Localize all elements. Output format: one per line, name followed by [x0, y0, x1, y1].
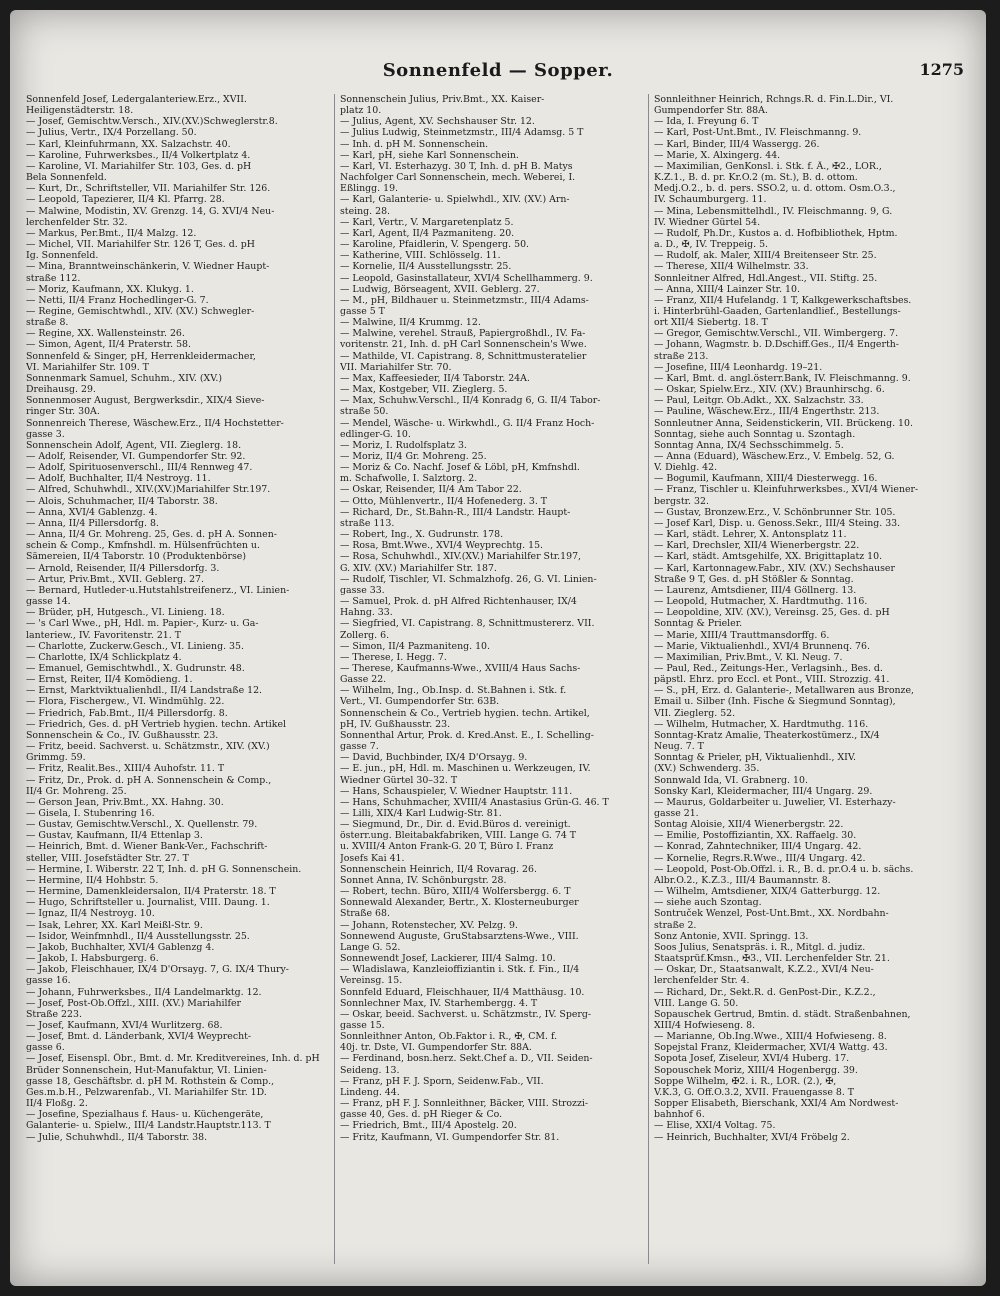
directory-entry-line: Sonnenschein Adolf, Agent, VII. Zieglerg. 18. — [26, 439, 242, 451]
directory-entry-line: Sonnenmoser August, Bergwerksdir., XIX/4 Sieve- — [26, 395, 265, 407]
directory-entry-line: Sonntag-Kratz Amalie, Theaterkostümerz., IX/4 — [654, 729, 880, 741]
directory-entry-line: — Kornelie, II/4 Ausstellungsstr. 25. — [340, 261, 512, 273]
directory-entry-line: Sonnenschein Julius, Priv.Bmt., XX. Kaiser- — [340, 94, 545, 105]
directory-entry-line: Lange G. 52. — [340, 941, 401, 953]
directory-entry-line: — Maximilian, GenKonsl. i. Stk. f. Ä., ✠2., LOR., — [654, 160, 882, 172]
directory-entry-line: — Mina, Branntweinschänkerin, V. Wiedner Haupt- — [26, 261, 270, 273]
directory-entry-line: — Therese, XII/4 Wilhelmstr. 33. — [654, 261, 809, 273]
directory-entry-line: — E. jun., pH, Hdl. m. Maschinen u. Werkzeugen, IV. — [340, 763, 591, 775]
directory-entry-line: Grimmg. 59. — [26, 752, 86, 764]
directory-entry-line: — Robert, techn. Büro, XIII/4 Wolfersbergg. 6. T — [340, 886, 571, 898]
directory-entry-line: — Gustav, Gemischtw.Verschl., X. Quellenstr. 79. — [26, 819, 258, 831]
directory-entry-line: — Oskar, Spielw.Erz., XIV. (XV.) Braunhirschg. 6. — [654, 384, 885, 396]
directory-entry-line: — Josef, Eisenspl. Öbr., Bmt. d. Mr. Kreditvereines, Inh. d. pH — [26, 1053, 320, 1065]
directory-entry-line: — Netti, II/4 Franz Hochedlinger-G. 7. — [26, 294, 209, 306]
directory-entry-line: — Emilie, Postoffiziantin, XX. Raffaelg. 30. — [654, 830, 857, 842]
directory-entry-line: — Emanuel, Gemischtwhdl., X. Gudrunstr. 48. — [26, 662, 245, 674]
directory-entry-line: — Hans, Schauspieler, V. Wiedner Hauptstr. 111. — [340, 785, 573, 797]
directory-column-middle — [340, 94, 640, 1274]
directory-entry-line: VI. Mariahilfer Str. 109. T — [26, 361, 149, 373]
directory-entry-line: — Josefine, Spezialhaus f. Haus- u. Küchengeräte, — [26, 1109, 264, 1121]
directory-entry-line: — Anna, II/4 Gr. Mohreng. 25, Ges. d. pH A. Sonnen- — [26, 529, 277, 541]
page-header — [10, 60, 986, 90]
directory-entry-line: Straße 223. — [26, 1008, 82, 1020]
directory-entry-line: platz 10. — [340, 105, 382, 117]
directory-entry-line: — Michel, VII. Mariahilfer Str. 126 T, Ges. d. pH — [26, 239, 255, 251]
directory-entry-line: — Arnold, Reisender, II/4 Pillersdorfg. 3. — [26, 562, 220, 574]
directory-entry-line: — Wilhelm, Hutmacher, X. Hardtmuthg. 116. — [654, 718, 869, 730]
directory-entry-line: — Heinrich, Bmt. d. Wiener Bank-Ver., Fachschrift- — [26, 841, 268, 853]
directory-entry-line: — Samuel, Prok. d. pH Alfred Richtenhauser, IX/4 — [340, 596, 577, 608]
directory-entry-line: Sonnlechner Max, IV. Starhembergg. 4. T — [340, 997, 538, 1009]
directory-entry-line: Sonnewald Alexander, Bertr., X. Klosterneuburger — [340, 897, 579, 909]
directory-entry-line: — Hermine, II/4 Hohbstr. 5. — [26, 874, 159, 886]
directory-entry-line: — Simon, Agent, II/4 Praterstr. 58. — [26, 339, 191, 351]
directory-entry-line: — Fritz, Realit.Bes., XIII/4 Auhofstr. 11. T — [26, 763, 225, 775]
directory-entry-line: — M., pH, Bildhauer u. Steinmetzmstr., III/4 Adams- — [340, 294, 589, 306]
directory-entry-line: — Gregor, Gemischtw.Verschl., VII. Wimbergerg. 7. — [654, 328, 899, 340]
directory-entry-line: steing. 28. — [340, 205, 391, 217]
directory-entry-line: — Ida, I. Freyung 6. T — [654, 116, 759, 128]
directory-entry-line: — Karl, Kleinfuhrmann, XX. Salzachstr. 40. — [26, 138, 231, 150]
directory-entry-line: schein & Comp., Kmfnshdl. m. Hülsenfrüchten u. — [26, 540, 260, 552]
directory-entry-line: straße 213. — [654, 350, 709, 362]
directory-entry-line: — Malwine, Modistin, XV. Grenzg. 14, G. XVI/4 Neu- — [26, 205, 275, 217]
directory-entry-line: straße 112. — [26, 272, 81, 284]
directory-entry-line: — Leopold, Tapezierer, II/4 Kl. Pfarrg. 28. — [26, 194, 225, 206]
directory-entry-line: — Brüder, pH, Hutgesch., VI. Linieng. 18. — [26, 607, 225, 619]
directory-entry-line: gasse 33. — [340, 584, 385, 596]
directory-entry-line: — Karl, VI. Esterhazyg. 30 T, Inh. d. pH B. Matys — [340, 160, 573, 172]
directory-entry-line: — Bernard, Hutleder-u.Hutstahlstreifenerz., VI. Linien- — [26, 584, 290, 596]
directory-entry-line: Sonnenreich Therese, Wäschew.Erz., II/4 Hochstetter- — [26, 417, 284, 429]
directory-entry-line: — Ernst, Marktviktualienhdl., II/4 Landstraße 12. — [26, 685, 263, 697]
directory-entry-line: Sopauschek Gertrud, Bmtin. d. städt. Straßenbahnen, — [654, 1008, 911, 1020]
directory-entry-line: — Hermine, Damenkleidersalon, II/4 Praterstr. 18. T — [26, 886, 276, 898]
directory-entry-line: — Maurus, Goldarbeiter u. Juwelier, VI. Esterhazy- — [654, 796, 896, 808]
directory-entry-line: gasse 21. — [654, 808, 699, 819]
directory-entry-line: — Robert, Ing., X. Gudrunstr. 178. — [340, 529, 504, 541]
directory-entry-line: — Max, Kaffeesieder, II/4 Taborstr. 24A. — [340, 372, 530, 384]
directory-entry-line: Sonnenschein & Co., Vertrieb hygien. techn. Artikel, — [340, 707, 590, 719]
directory-entry-line: — Mendel, Wäsche- u. Wirkwhdl., G. II/4 Franz Hoch- — [340, 417, 595, 429]
directory-entry-line: — Malwine, verehel. Strauß, Papiergroßhdl., IV. Fa- — [340, 328, 586, 340]
directory-entry-line: — Anna, XVI/4 Gablenzg. 4. — [26, 506, 158, 518]
directory-entry-line: — Paul, Leitgr. Ob.Adkt., XX. Salzachstr. 33. — [654, 395, 864, 407]
directory-entry-line: Sonnenfeld & Singer, pH, Herrenkleidermacher, — [26, 350, 256, 362]
directory-entry-line: Sopouschek Moriz, XIII/4 Hogenbergg. 39. — [654, 1064, 858, 1076]
directory-entry-line: — Gerson Jean, Priv.Bmt., XX. Hahng. 30. — [26, 796, 224, 808]
directory-entry-line: — Adolf, Reisender, VI. Gumpendorfer Str. 92. — [26, 451, 246, 462]
directory-entry-line: — Friedrich, Bmt., III/4 Apostelg. 20. — [340, 1120, 517, 1132]
directory-entry-line: Sonnleithner Heinrich, Rchngs.R. d. Fin.L.Dir., VI. — [654, 94, 894, 105]
directory-entry-line: — Rudolf, ak. Maler, XIII/4 Breitenseer Str. 25. — [654, 250, 877, 262]
directory-entry-line: — Fritz, Dr., Prok. d. pH A. Sonnenschein & Comp., — [26, 774, 272, 786]
directory-entry-line: — Fritz, Kaufmann, VI. Gumpendorfer Str. 81. — [340, 1131, 560, 1143]
directory-entry-line: — Jakob, Fleischhauer, IX/4 D'Orsayg. 7, G. IX/4 Thury- — [26, 964, 289, 976]
directory-entry-line: — David, Buchbinder, IX/4 D'Orsayg. 9. — [340, 752, 528, 764]
directory-entry-line: Eßlingg. 19. — [340, 183, 399, 195]
directory-entry-line: Sonnet Anna, IV. Schönburgstr. 28. — [340, 874, 507, 886]
directory-entry-line: — Adolf, Spirituosenverschl., III/4 Rennweg 47. — [26, 462, 253, 474]
directory-entry-line: — Markus, Per.Bmt., II/4 Malzg. 12. — [26, 227, 197, 239]
directory-entry-line: päpstl. Ehrz. pro Eccl. et Pont., VIII. Strozzig. 41. — [654, 674, 890, 686]
directory-entry-line: — Adolf, Buchhalter, II/4 Nestroyg. 11. — [26, 473, 211, 485]
directory-entry-line: — Max, Schuhw.Verschl., II/4 Konradg 6, G. II/4 Tabor- — [340, 395, 601, 407]
directory-entry-line: — Josef, Post-Ob.Offzl., XIII. (XV.) Mariahilfer — [26, 997, 242, 1009]
directory-entry-line: — Marie, X. Alxingerg. 44. — [654, 149, 781, 161]
directory-entry-line: Sonnleithner Anton, Ob.Faktor i. R., ✠, CM. f. — [340, 1031, 558, 1043]
directory-entry-line: straße 50. — [340, 406, 389, 418]
directory-entry-line: gasse 5 T — [340, 305, 385, 317]
directory-entry-line: — Josef, Kaufmann, XVI/4 Wurlitzerg. 68. — [26, 1019, 223, 1031]
directory-entry-line: — Friedrich, Ges. d. pH Vertrieb hygien. techn. Artikel — [26, 718, 286, 730]
directory-entry-line: Ig. Sonnenfeld. — [26, 250, 99, 262]
directory-entry-line: — Max, Kostgeber, VII. Zieglerg. 5. — [340, 384, 508, 396]
directory-entry-line: straße 2. — [654, 919, 697, 931]
directory-entry-line: straße 8. — [26, 317, 69, 329]
directory-entry-line: u. XVIII/4 Anton Frank-G. 20 T, Büro I. Franz — [340, 841, 554, 853]
directory-entry-line: — Alfred, Schuhwhdl., XIV.(XV.)Mariahilfer Str.197. — [26, 484, 271, 496]
directory-entry-line: — Moriz, Kaufmann, XX. Klukyg. 1. — [26, 283, 194, 295]
directory-entry-line: — Oskar, Dr., Staatsanwalt, K.Z.2., XVI/4 Neu- — [654, 964, 874, 976]
directory-entry-line: — Moriz, II/4 Gr. Mohreng. 25. — [340, 451, 487, 462]
directory-entry-line: — Julius, Agent, XV. Sechshauser Str. 12. — [340, 116, 535, 128]
directory-entry-line: — Heinrich, Buchhalter, XVI/4 Fröbelg 2. — [654, 1131, 850, 1143]
directory-entry-line: — Simon, II/4 Pazmaniteng. 10. — [340, 640, 490, 652]
directory-entry-line: Nachfolger Carl Sonnenschein, mech. Weberei, I. — [340, 172, 576, 184]
directory-entry-line: — Lilli, XIX/4 Karl Ludwig-Str. 81. — [340, 808, 502, 819]
directory-entry-line: IV. Wiedner Gürtel 54. — [654, 216, 761, 228]
directory-entry-line: — Karl, Binder, III/4 Wassergg. 26. — [654, 138, 820, 150]
directory-entry-line: — Jakob, Buchhalter, XVI/4 Gablenzg 4. — [26, 941, 215, 953]
directory-entry-line: — Gustav, Kaufmann, II/4 Ettenlap 3. — [26, 830, 203, 842]
directory-entry-line: — Johann, Wagmstr. b. D.Dschiff.Ges., II/4 Engerth- — [654, 339, 899, 351]
directory-entry-line: Sonntag & Prieler. — [654, 618, 743, 630]
directory-entry-line: XIII/4 Hofwieseng. 8. — [654, 1019, 756, 1031]
directory-entry-line: 40j. tr. Dste, VI. Gumpendorfer Str. 88A. — [340, 1042, 532, 1054]
directory-entry-line: — Julius Ludwig, Steinmetzmstr., III/4 Adamsg. 5 T — [340, 127, 584, 139]
directory-entry-line: Galanterie- u. Spielw., III/4 Landstr.Hauptstr.113. T — [26, 1120, 271, 1132]
directory-entry-line: — Friedrich, Fab.Bmt., II/4 Pillersdorfg. 8. — [26, 707, 228, 719]
directory-entry-line: Straße 68. — [340, 908, 390, 920]
directory-entry-line: Albr.O.2., K.Z.3., III/4 Baumannstr. 8. — [654, 874, 831, 886]
directory-entry-line: — Karl, städt. Amtsgehilfe, XX. Brigittaplatz 10. — [654, 551, 883, 563]
directory-entry-line: — Rosa, Bmt.Wwe., XVI/4 Weyprechtg. 15. — [340, 540, 544, 552]
directory-entry-line: — Hans, Schuhmacher, XVIII/4 Anastasius Grün-G. 46. T — [340, 796, 609, 808]
directory-entry-line: — Oskar, beeid. Sachverst. u. Schätzmstr., IV. Sperg- — [340, 1008, 592, 1020]
directory-entry-line: — Josef, Bmt. d. Länderbank, XVI/4 Weyprecht- — [26, 1031, 252, 1043]
directory-entry-line: — Hugo, Schriftsteller u. Journalist, VIII. Daung. 1. — [26, 897, 270, 909]
directory-entry-line: — Karoline, VI. Mariahilfer Str. 103, Ges. d. pH — [26, 160, 252, 172]
directory-entry-line: G. XIV. (XV.) Mariahilfer Str. 187. — [340, 562, 497, 574]
directory-entry-line: voritenstr. 21, Inh. d. pH Carl Sonnenschein's Wwe. — [340, 339, 587, 351]
directory-entry-line: — Ernst, Reiter, II/4 Komödieng. 1. — [26, 674, 193, 686]
directory-entry-line: — Hermine, I. Wiberstr. 22 T, Inh. d. pH G. Sonnenschein. — [26, 863, 302, 875]
directory-entry-line: VII. Mariahilfer Str. 70. — [340, 361, 452, 373]
directory-entry-line: Zollerg. 6. — [340, 629, 390, 641]
directory-entry-line: — Ferdinand, bosn.herz. Sekt.Chef a. D., VII. Seiden- — [340, 1053, 593, 1065]
directory-entry-line: — Isak, Lehrer, XX. Karl Meißl-Str. 9. — [26, 919, 203, 931]
directory-entry-line: K.Z.1., B. d. pr. Kr.O.2 (m. St.), B. d. ottom. — [654, 172, 858, 184]
directory-entry-line: — Bogumil, Kaufmann, XIII/4 Diesterwegg. 16. — [654, 473, 878, 485]
directory-entry-line: — siehe auch Szontag. — [654, 897, 762, 909]
directory-entry-line: gasse 7. — [340, 741, 379, 753]
directory-entry-line: — Kurt, Dr., Schriftsteller, VII. Mariahilfer Str. 126. — [26, 183, 271, 195]
directory-entry-line: — Oskar, Reisender, II/4 Am Tabor 22. — [340, 484, 522, 496]
directory-entry-line: — Julius, Vertr., IX/4 Porzellang. 50. — [26, 127, 197, 139]
directory-entry-line: — Karoline, Pfaidlerin, V. Spengerg. 50. — [340, 239, 530, 251]
directory-entry-line: — Otto, Mühlenvertr., II/4 Hofenederg. 3. T — [340, 495, 548, 507]
directory-entry-line: — Isidor, Weinfmnhdl., II/4 Ausstellungsstr. 25. — [26, 930, 250, 942]
directory-entry-line: Sonnleitner Alfred, Hdl.Angest., VII. Stiftg. 25. — [654, 272, 878, 284]
directory-entry-line: — Franz, pH F. J. Sporn, Seidenw.Fab., VII. — [340, 1075, 544, 1087]
directory-entry-line: — Wladislawa, Kanzleioffiziantin i. Stk. f. Fin., II/4 — [340, 964, 580, 976]
directory-entry-line: Sopota Josef, Ziseleur, XVI/4 Huberg. 17. — [654, 1053, 850, 1065]
directory-entry-line: — Karl, Drechsler, XII/4 Wienerbergstr. 22. — [654, 540, 860, 552]
directory-entry-line: — S., pH, Erz. d. Galanterie-, Metallwaren aus Bronze, — [654, 685, 914, 697]
directory-entry-line: — Rudolf, Tischler, VI. Schmalzhofg. 26, G. VI. Linien- — [340, 573, 597, 585]
directory-entry-line: Dreihausg. 29. — [26, 384, 96, 396]
directory-entry-line: bergstr. 32. — [654, 495, 709, 507]
directory-entry-line: Sonnenfeld Josef, Ledergalanteriew.Erz., XVII. — [26, 94, 247, 105]
directory-entry-line: — Johann, Fuhrwerksbes., II/4 Landelmarktg. 12. — [26, 986, 262, 998]
directory-page — [10, 10, 986, 1286]
directory-entry-line: — Karl, Galanterie- u. Spielwhdl., XIV. (XV.) Arn- — [340, 194, 570, 206]
directory-entry-line: — Karl, Agent, II/4 Pazmaniteng. 20. — [340, 227, 515, 239]
directory-entry-line: Sonz Antonie, XVII. Springg. 13. — [654, 930, 809, 942]
directory-columns — [26, 94, 972, 1274]
directory-entry-line: — Karl, pH, siehe Karl Sonnenschein. — [340, 149, 519, 161]
directory-entry-line: — Josef, Gemischtw.Versch., XIV.(XV.)Schweglerstr.8. — [26, 116, 278, 128]
directory-entry-line: — Leopold, Post-Ob.Offzl. i. R., B. d. pr.O.4 u. b. sächs. — [654, 863, 914, 875]
directory-entry-line: VII. Zieglerg. 52. — [654, 707, 736, 719]
directory-entry-line: — Johann, Rotenstecher, XV. Pelzg. 9. — [340, 919, 518, 931]
directory-entry-line: — Rudolf, Ph.Dr., Kustos a. d. Hofbibliothek, Hptm. — [654, 227, 898, 239]
directory-entry-line: Sonntag & Prieler, pH, Viktualienhdl., XIV. — [654, 752, 856, 764]
directory-entry-line: — Franz, Tischler u. Kleinfuhrwerksbes., XVI/4 Wiener- — [654, 484, 919, 496]
directory-entry-line: Josefs Kai 41. — [340, 852, 405, 864]
directory-entry-line: Sonnenmark Samuel, Schuhm., XIV. (XV.) — [26, 372, 222, 384]
directory-entry-line: — Gustav, Bronzew.Erz., V. Schönbrunner Str. 105. — [654, 506, 896, 518]
directory-entry-line: Sopper Elisabeth, Bierschank, XXI/4 Am Nordwest- — [654, 1098, 899, 1110]
directory-entry-line: lerchenfelder Str. 4. — [654, 975, 750, 987]
directory-entry-line: — Regine, Gemischtwhdl., XIV. (XV.) Schwegler- — [26, 305, 255, 317]
directory-entry-line: Neug. 7. T — [654, 741, 704, 753]
directory-entry-line: Ges.m.b.H., Pelzwarenfab., VI. Mariahilfer Str. 1D. — [26, 1086, 267, 1098]
directory-entry-line: (XV.) Schwenderg. 35. — [654, 763, 760, 775]
directory-entry-line: — Leopold, Gasinstallateur, XVI/4 Schellhammerg. 9. — [340, 272, 593, 284]
directory-entry-line: — Konrad, Zahntechniker, III/4 Ungarg. 42. — [654, 841, 862, 853]
directory-entry-line: — Julie, Schuhwhdl., II/4 Taborstr. 38. — [26, 1131, 208, 1143]
directory-entry-line: Wiedner Gürtel 30–32. T — [340, 774, 458, 786]
directory-entry-line: — Wilhelm, Ing., Ob.Insp. d. St.Bahnen i. Stk. f. — [340, 685, 567, 697]
directory-entry-line: — Malwine, II/4 Krummg. 12. — [340, 317, 481, 329]
directory-entry-line: Heiligenstädterstr. 18. — [26, 105, 134, 117]
directory-entry-line: Hahng. 33. — [340, 607, 393, 619]
directory-entry-line: Seideng. 13. — [340, 1064, 400, 1076]
directory-entry-line: — Marie, XIII/4 Trauttmansdorffg. 6. — [654, 629, 830, 641]
directory-entry-line: pH, IV. Gußhausstr. 23. — [340, 718, 451, 730]
directory-entry-line: — 's Carl Wwe., pH, Hdl. m. Papier-, Kurz- u. Ga- — [26, 618, 259, 630]
directory-entry-line: — Artur, Priv.Bmt., XVII. Geblerg. 27. — [26, 573, 205, 585]
directory-entry-line: II/4 Floßg. 2. — [26, 1098, 88, 1110]
directory-entry-line: — Flora, Fischergew., VI. Windmühlg. 22. — [26, 696, 225, 708]
directory-entry-line: — Leopoldine, XIV. (XV.), Vereinsg. 25, Ges. d. pH — [654, 607, 890, 619]
directory-entry-line: — Franz, pH F. J. Sonnleithner, Bäcker, VIII. Strozzi- — [340, 1098, 589, 1110]
directory-entry-line: bahnhof 6. — [654, 1109, 705, 1121]
directory-entry-line: Sämereien, II/4 Taborstr. 10 (Produktenbörse) — [26, 551, 246, 563]
directory-entry-line: — Karl, Post-Unt.Bmt., IV. Fleischmanng. 9. — [654, 127, 862, 139]
directory-entry-line: — Josefine, III/4 Leonhardg. 19–21. — [654, 361, 823, 373]
directory-entry-line: — Moriz & Co. Nachf. Josef & Löbl, pH, Kmfnshdl. — [340, 462, 580, 474]
directory-entry-line: — Therese, I. Hegg. 7. — [340, 651, 447, 663]
directory-entry-line: gasse 3. — [26, 428, 65, 440]
directory-entry-line: — Marianne, Ob.Ing.Wwe., XIII/4 Hofwieseng. 8. — [654, 1031, 887, 1043]
directory-entry-line: — Rosa, Schuhwhdl., XIV.(XV.) Mariahilfer Str.197, — [340, 551, 582, 563]
directory-entry-line: — Anna, XIII/4 Lainzer Str. 10. — [654, 283, 800, 295]
directory-entry-line: — Therese, Kaufmanns-Wwe., XVIII/4 Haus Sachs- — [340, 662, 581, 674]
directory-entry-line: — Ludwig, Börseagent, XVII. Geblerg. 27. — [340, 283, 540, 295]
directory-entry-line: — Ignaz, II/4 Nestroyg. 10. — [26, 908, 155, 920]
directory-entry-line: — Laurenz, Amtsdiener, III/4 Göllnerg. 13. — [654, 584, 857, 596]
directory-entry-line: — Gisela, I. Stubenring 16. — [26, 808, 155, 819]
directory-entry-line: gasse 18, Geschäftsbr. d. pH M. Rothstein & Comp., — [26, 1075, 275, 1087]
directory-entry-line: — Regine, XX. Wallensteinstr. 26. — [26, 328, 185, 340]
directory-entry-line: Gumpendorfer Str. 88A. — [654, 105, 768, 117]
directory-entry-line: — Karl, Vertr., V. Margaretenplatz 5. — [340, 216, 514, 228]
directory-entry-line: — Richard, Dr., Sekt.R. d. GenPost-Dir., K.Z.2., — [654, 986, 876, 998]
directory-entry-line: Sonsky Karl, Kleidermacher, III/4 Ungarg. 29. — [654, 785, 873, 797]
directory-entry-line: Sonnenschein Heinrich, II/4 Rovarag. 26. — [340, 863, 537, 875]
directory-entry-line: — Josef Karl, Disp. u. Genoss.Sekr., III/4 Steing. 33. — [654, 517, 901, 529]
directory-entry-line: Sonnenthal Artur, Prok. d. Kred.Anst. E., I. Schelling- — [340, 729, 594, 741]
directory-entry-line: Sonnleutner Anna, Seidenstickerin, VII. Brückeng. 10. — [654, 417, 913, 429]
directory-entry-line: Staatsprüf.Kmsn., ✠3., VII. Lerchenfelder Str. 21. — [654, 953, 890, 965]
directory-entry-line: Bela Sonnenfeld. — [26, 172, 107, 184]
directory-entry-line: gasse 16. — [26, 975, 71, 987]
directory-entry-line: — Alois, Schuhmacher, II/4 Taborstr. 38. — [26, 495, 218, 507]
directory-entry-line: Medj.O.2., b. d. pers. SSO.2, u. d. ottom. Osm.O.3., — [654, 183, 896, 195]
directory-entry-line: Vereinsg. 15. — [340, 975, 403, 987]
directory-entry-line: — Karoline, Fuhrwerksbes., II/4 Volkertplatz 4. — [26, 149, 251, 161]
directory-entry-line: Sonnewendt Josef, Lackierer, III/4 Salmg. 10. — [340, 953, 556, 965]
directory-entry-line: IV. Schaumburgerg. 11. — [654, 194, 767, 206]
directory-entry-line: — Maximilian, Priv.Bmt., V. Kl. Neug. 7. — [654, 651, 843, 663]
directory-entry-line: — Leopold, Hutmacher, X. Hardtmuthg. 116. — [654, 596, 868, 608]
directory-entry-line: Soos Julius, Senatspräs. i. R., Mitgl. d. judiz. — [654, 941, 866, 953]
directory-entry-line: ort XII/4 Siebertg. 18. T — [654, 317, 768, 329]
directory-entry-line: edlinger-G. 10. — [340, 428, 411, 440]
directory-entry-line: Email u. Silber (Inh. Fische & Siegmund Sonntag), — [654, 696, 896, 708]
directory-entry-line: ringer Str. 30A. — [26, 406, 100, 418]
directory-entry-line: österr.ung. Bleitabakfabriken, VIII. Lange G. 74 T — [340, 830, 577, 842]
directory-entry-line: — Marie, Viktualienhdl., XVI/4 Brunnenq. 76. — [654, 640, 870, 652]
directory-entry-line: — Inh. d. pH M. Sonnenschein. — [340, 138, 489, 150]
directory-entry-line: — Karl, Kartonnagew.Fabr., XIV. (XV.) Sechshauser — [654, 562, 895, 574]
directory-entry-line: — Siegmund, Dr., Dir. d. Evid.Büros d. vereinigt. — [340, 819, 571, 831]
directory-entry-line: — Elise, XXI/4 Voltag. 75. — [654, 1120, 776, 1132]
directory-entry-line: gasse 40, Ges. d. pH Rieger & Co. — [340, 1109, 503, 1121]
directory-entry-line: V.K.3, G. Off.O.3.2, XVII. Frauengasse 8. T — [654, 1086, 855, 1098]
directory-entry-line: straße 113. — [340, 517, 395, 529]
directory-entry-line: i. Hinterbrühl-Gaaden, Gartenlandlief., Bestellungs- — [654, 305, 901, 317]
directory-entry-line: — Karl, städt. Lehrer, X. Antonsplatz 11. — [654, 529, 847, 541]
directory-entry-line: m. Schafwolle, I. Salztorg. 2. — [340, 473, 478, 485]
directory-entry-line: Sonntag Anna, IX/4 Sechsschimmelg. 5. — [654, 439, 844, 451]
directory-entry-line: Sonntag, siehe auch Sonntag u. Szontagh. — [654, 428, 856, 440]
directory-entry-line: Soppe Wilhelm, ✠2. i. R., LOR. (2.), ✠, — [654, 1075, 837, 1087]
directory-entry-line: Sonnewend Auguste, GruStabsarztens-Wwe., VIII. — [340, 930, 579, 942]
directory-entry-line: — Jakob, I. Habsburgerg. 6. — [26, 953, 159, 965]
directory-entry-line: gasse 14. — [26, 596, 71, 608]
directory-entry-line: Sonnwald Ida, VI. Grabnerg. 10. — [654, 774, 808, 786]
directory-entry-line: a. D., ✠, IV. Treppeig. 5. — [654, 239, 769, 251]
directory-entry-line: — Moriz, I. Rudolfsplatz 3. — [340, 439, 467, 451]
directory-entry-line: Gasse 22. — [340, 674, 387, 686]
directory-entry-line: — Pauline, Wäschew.Erz., III/4 Engerthstr. 213. — [654, 406, 880, 418]
directory-entry-line: — Mathilde, VI. Capistrang. 8, Schnittmusteratelier — [340, 350, 587, 362]
directory-entry-line: — Charlotte, Zuckerw.Gesch., VI. Linieng. 35. — [26, 640, 244, 652]
directory-entry-line: Vert., VI. Gumpendorfer Str. 63B. — [340, 696, 500, 708]
directory-entry-line: steller, VIII. Josefstädter Str. 27. T — [26, 852, 189, 864]
directory-entry-line: — Paul, Red., Zeitungs-Her., Verlagsinh., Bes. d. — [654, 662, 883, 674]
directory-entry-line: gasse 6. — [26, 1042, 65, 1054]
directory-column-right — [654, 94, 972, 1274]
directory-entry-line: — Siegfried, VI. Capistrang. 8, Schnittmustererz. VII. — [340, 618, 595, 630]
directory-entry-line: VIII. Lange G. 50. — [654, 997, 739, 1009]
directory-entry-line: lanteriew., IV. Favoritenstr. 21. T — [26, 629, 181, 641]
directory-entry-line: — Katherine, VIII. Schlösselg. 11. — [340, 250, 501, 262]
directory-entry-line: Sopejstal Franz, Kleidermacher, XVI/4 Wattg. 43. — [654, 1042, 888, 1054]
page-number: 1275 — [919, 60, 964, 79]
page-title: Sonnenfeld — Sopper. — [382, 60, 614, 81]
directory-entry-line: — Karl, Bmt. d. angl.österr.Bank, IV. Fleischmanng. 9. — [654, 372, 911, 384]
directory-entry-line: Sonnfeld Eduard, Fleischhauer, II/4 Matthäusg. 10. — [340, 986, 585, 998]
directory-entry-line: — Anna (Eduard), Wäschew.Erz., V. Embelg. 52, G. — [654, 451, 895, 462]
directory-entry-line: Sonnenschein & Co., IV. Gußhausstr. 23. — [26, 729, 219, 741]
directory-column-left — [26, 94, 326, 1274]
directory-entry-line: — Mina, Lebensmittelhdl., IV. Fleischmanng. 9, G. — [654, 205, 893, 217]
directory-entry-line: — Anna, II/4 Pillersdorfg. 8. — [26, 517, 159, 529]
directory-entry-line: Lindeng. 44. — [340, 1086, 400, 1098]
directory-entry-line: gasse 15. — [340, 1019, 385, 1031]
directory-entry-line: Sontruček Wenzel, Post-Unt.Bmt., XX. Nordbahn- — [654, 908, 889, 920]
directory-entry-line: lerchenfelder Str. 32. — [26, 216, 128, 228]
directory-entry-line: — Franz, XII/4 Hufelandg. 1 T, Kalkgewerkschaftsbes. — [654, 294, 912, 306]
directory-entry-line: Straße 9 T, Ges. d. pH Stößler & Sonntag. — [654, 573, 854, 585]
directory-entry-line: — Wilhelm, Amtsdiener, XIX/4 Gatterburgg. 12. — [654, 886, 881, 898]
directory-entry-line: — Richard, Dr., St.Bahn-R., III/4 Landstr. Haupt- — [340, 506, 571, 518]
directory-entry-line: — Charlotte, IX/4 Schlickplatz 4. — [26, 651, 182, 663]
directory-entry-line: Brüder Sonnenschein, Hut-Manufaktur, VI. Linien- — [26, 1064, 267, 1076]
directory-entry-line: V. Diehlg. 42. — [654, 462, 718, 474]
directory-entry-line: — Kornelie, Regrs.R.Wwe., III/4 Ungarg. 42. — [654, 852, 866, 864]
directory-entry-line: II/4 Gr. Mohreng. 25. — [26, 785, 127, 797]
directory-entry-line: Sontag Aloisie, XII/4 Wienerbergstr. 22. — [654, 819, 844, 831]
directory-entry-line: — Fritz, beeid. Sachverst. u. Schätzmstr., XIV. (XV.) — [26, 741, 270, 753]
